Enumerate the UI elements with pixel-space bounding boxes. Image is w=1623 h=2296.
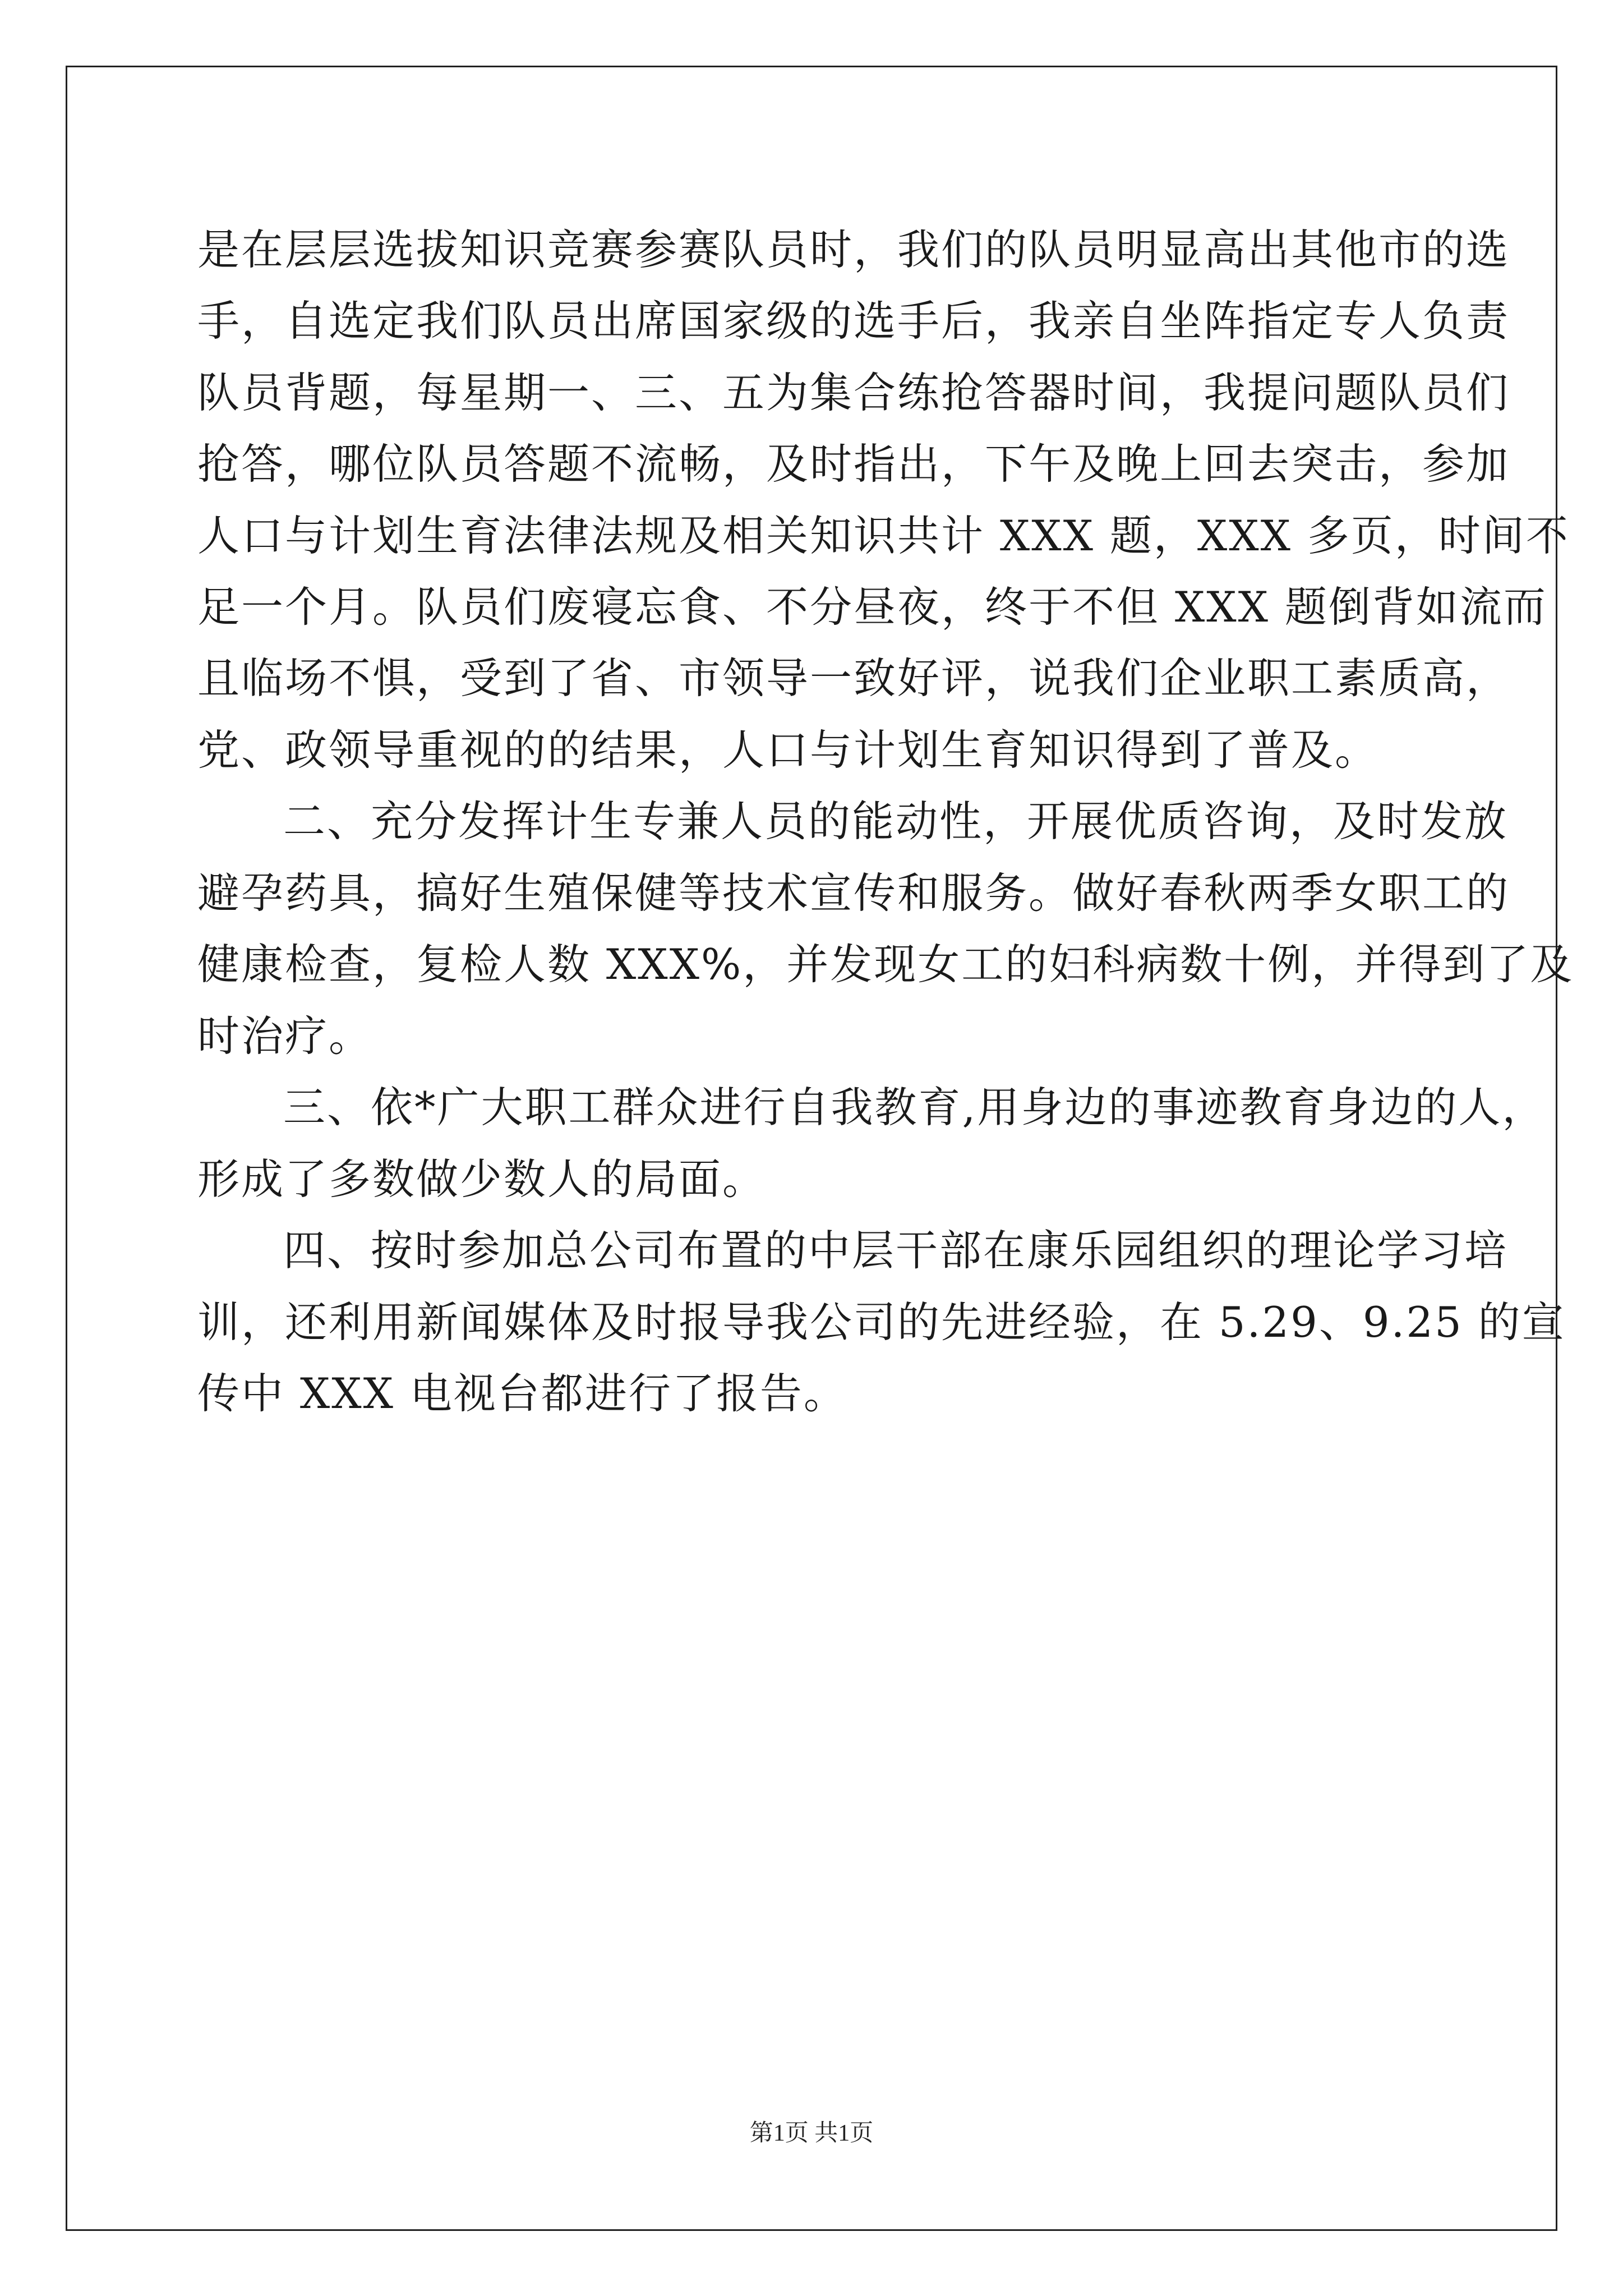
- page-footer: 第1页 共1页: [749, 2120, 874, 2146]
- paragraph-line: 避孕药具，搞好生殖保健等技术宣传和服务。做好春秋两季女职工的: [197, 868, 1510, 918]
- paragraph-line: 四、按时参加总公司布置的中层干部在康乐园组织的理论学习培: [283, 1226, 1509, 1275]
- paragraph-line: 二、充分发挥计生专兼人员的能动性，开展优质咨询，及时发放: [283, 797, 1509, 846]
- paragraph-line: 队员背题，每星期一、三、五为集合练抢答器时间，我提问题队员们: [197, 368, 1510, 417]
- paragraph-line: 抢答，哪位队员答题不流畅，及时指出，下午及晚上回去突击，参加: [197, 439, 1510, 489]
- paragraph-line: 传中 XXX 电视台都进行了报告。: [197, 1369, 847, 1418]
- paragraph-line: 三、依*广大职工群众进行自我教育,用身边的事迹教育身边的人，: [283, 1083, 1546, 1132]
- paragraph-line: 人口与计划生育法律法规及相关知识共计 XXX 题，XXX 多页，时间不: [197, 511, 1570, 560]
- paragraph-line: 足一个月。队员们废寝忘食、不分昼夜，终于不但 XXX 题倒背如流而: [197, 582, 1547, 632]
- paragraph-line: 健康检查，复检人数 XXX%，并发现女工的妇科病数十例，并得到了及: [197, 940, 1574, 989]
- paragraph-line: 是在层层选拔知识竞赛参赛队员时，我们的队员明显高出其他市的选: [197, 225, 1510, 274]
- paragraph-line: 训，还利用新闻媒体及时报导我公司的先进经验，在 5.29、9.25 的宣: [197, 1297, 1566, 1347]
- paragraph-line: 形成了多数做少数人的局面。: [197, 1154, 767, 1204]
- paragraph-line: 手，自选定我们队员出席国家级的选手后，我亲自坐阵指定专人负责: [197, 296, 1510, 346]
- paragraph-line: 时治疗。: [197, 1011, 373, 1061]
- paragraph-line: 党、政领导重视的的结果，人口与计划生育知识得到了普及。: [197, 725, 1379, 775]
- paragraph-line: 且临场不惧，受到了省、市领导一致好评，说我们企业职工素质高，: [197, 654, 1510, 703]
